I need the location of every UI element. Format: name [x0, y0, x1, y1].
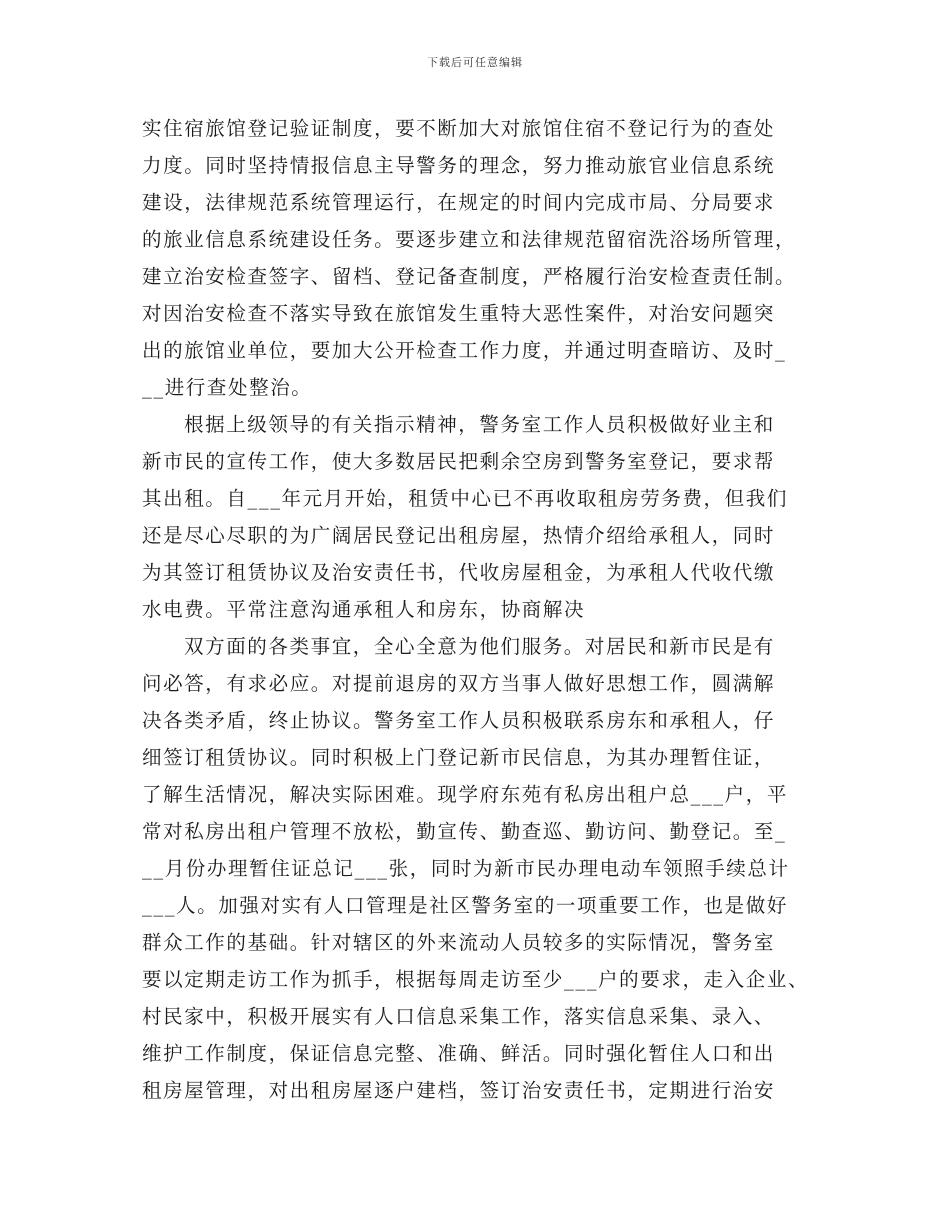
- text-line: 实住宿旅馆登记验证制度，要不断加大对旅馆住宿不登记行为的查处: [142, 117, 776, 140]
- text-line: 出的旅馆业单位，要加大公开检查工作力度，并通过明查暗访、及时_: [142, 339, 787, 362]
- text-line: 常对私房出租户管理不放松，勤宣传、勤查巡、勤访问、勤登记。至_: [142, 820, 787, 843]
- text-line: 细签订租赁协议。同时积极上门登记新市民信息，为其办理暂住证，: [142, 746, 776, 769]
- text-line: 要以定期走访工作为抓手，根据每周走访至少___户的要求，走入企业、: [142, 968, 810, 991]
- text-line: __进行查处整治。: [142, 376, 313, 399]
- text-line: 建设，法律规范系统管理运行，在规定的时间内完成市局、分局要求: [142, 191, 776, 214]
- text-line: 根据上级领导的有关指示精神，警务室工作人员积极做好业主和: [184, 413, 775, 436]
- text-line: ___人。加强对实有人口管理是社区警务室的一项重要工作，也是做好: [142, 894, 788, 917]
- text-line: 租房屋管理，对出租房屋逐户建档，签订治安责任书，定期进行治安: [142, 1079, 776, 1102]
- text-line: 其出租。自___年元月开始，租赁中心已不再收取租房劳务费，但我们: [142, 487, 788, 510]
- document-body: [142, 110, 832, 1109]
- text-line: 双方面的各类事宜，全心全意为他们服务。对居民和新市民是有: [184, 635, 775, 658]
- text-line: 群众工作的基础。针对辖区的外来流动人员较多的实际情况，警务室: [142, 931, 776, 954]
- text-line: 对因治安检查不落实导致在旅馆发生重特大恶性案件，对治安问题突: [142, 302, 776, 325]
- text-line: 村民家中，积极开展实有人口信息采集工作，落实信息采集、录入、: [142, 1005, 776, 1028]
- paragraph-1: [142, 110, 832, 406]
- text-line: 力度。同时坚持情报信息主导警务的理念，努力推动旅官业信息系统: [142, 154, 776, 177]
- text-line: 问必答，有求必应。对提前退房的双方当事人做好思想工作，圆满解: [142, 672, 776, 695]
- paragraph-2: [142, 406, 832, 628]
- text-line: 维护工作制度，保证信息完整、准确、鲜活。同时强化暂住人口和出: [142, 1042, 776, 1065]
- text-line: 还是尽心尽职的为广阔居民登记出租房屋，热情介绍给承租人，同时: [142, 524, 776, 547]
- text-line: 新市民的宣传工作，使大多数居民把剩余空房到警务室登记，要求帮: [142, 450, 776, 473]
- page-header: 下载后可任意编辑: [427, 56, 523, 69]
- text-line: __月份办理暂住证总记___张，同时为新市民办理电动车领照手续总计: [142, 857, 790, 880]
- text-line: 水电费。平常注意沟通承租人和房东，协商解决: [142, 598, 586, 621]
- text-line: 决各类矛盾，终止协议。警务室工作人员积极联系房东和承租人，仔: [142, 709, 776, 732]
- text-line: 的旅业信息系统建设任务。要逐步建立和法律规范留宿洗浴场所管理，: [142, 228, 797, 251]
- text-line: 了解生活情况，解决实际困难。现学府东苑有私房出租户总___户，平: [142, 783, 788, 806]
- paragraph-3: [142, 628, 832, 1109]
- text-line: 为其签订租赁协议及治安责任书，代收房屋租金，为承租人代收代缴: [142, 561, 776, 584]
- text-line: 建立治安检查签字、留档、登记备查制度，严格履行治安检查责任制。: [142, 265, 797, 288]
